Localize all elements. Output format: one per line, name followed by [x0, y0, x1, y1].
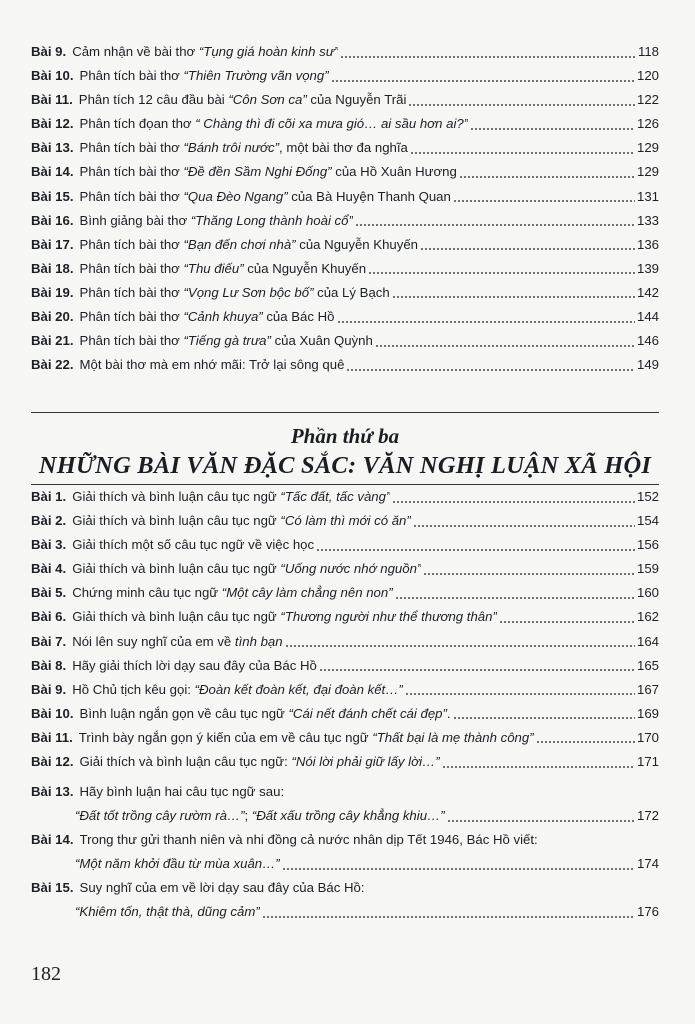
dot-leader [392, 491, 635, 504]
lesson-text: Giải thích và bình luận câu tục ngữ [72, 561, 281, 577]
page-number: 160 [636, 585, 659, 601]
lesson-number: Bài 22. [31, 357, 74, 373]
page-number: 120 [636, 68, 659, 84]
toc-entry[interactable] [31, 257, 659, 281]
lesson-title [72, 658, 317, 674]
lesson-text: Giải thích và bình luận câu tục ngữ: [79, 754, 292, 770]
quoted-title: tình bạn [234, 633, 283, 649]
quoted-title: “Khiêm tốn, thật thà, dũng cảm” [75, 904, 260, 919]
quoted-title: “Một năm khởi đầu từ mùa xuân…” [75, 856, 280, 871]
lesson-title [80, 706, 451, 722]
lesson-title [72, 513, 411, 529]
dot-leader [536, 731, 635, 744]
dot-leader [395, 587, 635, 600]
lesson-text: Phân tích bài thơ [79, 188, 184, 204]
lesson-number: Bài 9. [31, 44, 67, 59]
quoted-title: “Đất tốt trồng cây rườm rà…” [75, 808, 245, 823]
lesson-text: Phân tích bài thơ [79, 284, 184, 300]
lesson-text: Phân tích bài thơ [79, 309, 184, 325]
lesson-title [79, 730, 534, 746]
toc-entry[interactable] [31, 581, 659, 605]
toc-entry[interactable] [31, 112, 659, 136]
lesson-number: Bài 2. [31, 513, 67, 529]
dot-leader [408, 94, 635, 107]
quoted-title: “Uống nước nhớ nguồn” [280, 561, 422, 577]
page-number: 171 [636, 754, 659, 770]
dot-leader [442, 756, 635, 769]
page-number: 172 [636, 808, 659, 823]
lesson-number: Bài 1. [31, 489, 67, 504]
lesson-title [80, 140, 408, 156]
dot-leader [375, 335, 635, 348]
lesson-title [79, 92, 407, 108]
lesson-title [80, 333, 373, 349]
lesson-text: Hãy giải thích lời dạy sau đây của Bác Hồ [72, 657, 317, 673]
toc-entry[interactable] [31, 40, 659, 64]
quoted-title: “Qua Đèo Ngang” [183, 188, 288, 204]
lesson-text: Một bài thơ mà em nhớ mãi: Trở lại sông quê [79, 357, 345, 373]
dot-leader [499, 611, 635, 624]
page-number: 133 [636, 212, 659, 228]
lesson-text: , một bài thơ đa nghĩa [279, 140, 408, 156]
toc-entry[interactable] [31, 828, 659, 876]
quoted-title: “Tấc đất, tấc vàng” [280, 489, 391, 504]
page-number: 152 [636, 489, 659, 504]
lesson-text: Phân tích bài thơ [79, 260, 184, 276]
toc-section-social-essays [31, 485, 659, 774]
toc-entry[interactable] [31, 726, 659, 750]
lesson-number: Bài 15. [31, 188, 74, 204]
dot-leader [413, 515, 635, 528]
lesson-text: Trình bày ngắn gọn ý kiến của em về câu tục ngữ [78, 729, 373, 745]
page-number: 122 [636, 92, 659, 108]
dot-leader [337, 311, 635, 324]
toc-entry[interactable] [31, 780, 659, 828]
lesson-number: Bài 13. [31, 784, 74, 799]
quoted-title: “Thiên Trường vãn vọng” [183, 68, 329, 84]
dot-leader [262, 906, 635, 919]
dot-leader [410, 142, 635, 155]
dot-leader [423, 563, 635, 576]
lesson-number: Bài 15. [31, 880, 74, 895]
toc-entry[interactable] [31, 353, 659, 377]
lesson-text: . [446, 705, 451, 721]
lesson-text: Phân tích bài thơ [79, 236, 184, 252]
lesson-text: Giải thích và bình luận câu tục ngữ [72, 609, 281, 625]
lesson-text: Chứng minh câu tục ngữ [72, 585, 222, 601]
lesson-title [72, 609, 497, 625]
dot-leader [355, 214, 635, 227]
separator-text: ; [244, 808, 252, 823]
lesson-title [80, 754, 440, 770]
quoted-title: “ Chàng thì đi cõi xa mưa gió… ai sầu hơn ai?” [195, 116, 469, 132]
dot-leader [459, 166, 635, 179]
page-number: 154 [636, 513, 659, 529]
lesson-number: Bài 16. [31, 212, 74, 228]
lesson-title [72, 585, 392, 601]
lesson-number: Bài 12. [31, 754, 74, 770]
dot-leader [316, 539, 635, 552]
lesson-number: Bài 14. [31, 832, 74, 847]
lesson-title [80, 68, 329, 84]
page-number: 136 [636, 236, 659, 252]
page-number: 144 [636, 309, 659, 325]
quoted-title: “Bánh trôi nước” [183, 140, 279, 156]
dot-leader [319, 659, 635, 672]
page-number: 142 [636, 284, 659, 300]
lesson-title [72, 561, 421, 577]
toc-entry[interactable] [31, 209, 659, 233]
lesson-number: Bài 4. [31, 561, 67, 577]
toc-entry[interactable] [31, 329, 659, 353]
dot-leader [405, 683, 635, 696]
page-number: 174 [636, 856, 659, 871]
toc-entry[interactable] [31, 702, 659, 726]
lesson-number: Bài 9. [31, 681, 67, 697]
lesson-number: Bài 20. [31, 309, 74, 325]
lesson-title [80, 357, 345, 373]
dot-leader [340, 46, 635, 59]
page-number: 139 [636, 260, 659, 276]
quoted-title: “Vọng Lư Sơn bộc bố” [183, 284, 314, 300]
dot-leader [453, 190, 635, 203]
toc-section-multiline [31, 780, 659, 924]
dot-leader [282, 858, 635, 871]
toc-entry[interactable] [31, 88, 659, 112]
toc-section-poetry [31, 40, 659, 377]
quoted-title: “Tụng giá hoàn kinh sư” [198, 44, 339, 59]
lesson-text: Phân tích bài thơ [79, 68, 184, 84]
page-number: 129 [636, 164, 659, 180]
lesson-number: Bài 19. [31, 284, 74, 300]
page-number: 167 [636, 681, 659, 697]
page-folio: 182 [31, 963, 61, 985]
quoted-title: “Thương người như thể thương thân” [280, 609, 497, 625]
lesson-number: Bài 18. [31, 260, 74, 276]
lesson-text: Giải thích và bình luận câu tục ngữ [72, 489, 281, 504]
dot-leader [368, 262, 635, 275]
toc-entry[interactable] [31, 136, 659, 160]
lesson-text: Giải thích và bình luận câu tục ngữ [72, 513, 281, 529]
quoted-title: “Thăng Long thành hoài cổ” [190, 212, 353, 228]
toc-entry[interactable] [31, 485, 659, 509]
page-number: 176 [636, 904, 659, 919]
lesson-text: Cảm nhận về bài thơ [72, 44, 199, 59]
page-number: 129 [636, 140, 659, 156]
toc-entry[interactable] [31, 533, 659, 557]
lesson-title [72, 44, 338, 60]
page-number: 118 [637, 44, 659, 59]
lesson-title: Hãy bình luận hai câu tục ngữ sau: [79, 784, 285, 799]
page-number: 169 [636, 705, 659, 721]
toc-entry[interactable] [31, 305, 659, 329]
lesson-title [80, 309, 335, 325]
lesson-number: Bài 5. [31, 585, 67, 601]
part-title: NHỮNG BÀI VĂN ĐẶC SẮC: VĂN NGHỊ LUẬN XÃ HỘI [38, 452, 652, 479]
toc-entry[interactable] [31, 876, 659, 924]
lesson-text: Bình luận ngắn gọn về câu tục ngữ [79, 705, 289, 721]
lesson-number: Bài 11. [31, 92, 73, 108]
lesson-title [80, 285, 390, 301]
quoted-title: “Bạn đến chơi nhà” [183, 236, 296, 252]
quoted-title: “Côn Sơn ca” [228, 92, 307, 108]
lesson-title [80, 261, 367, 277]
lesson-text: Phân tích bài thơ [79, 140, 184, 156]
lesson-text: Giải thích một số câu tục ngữ về việc học [72, 537, 315, 553]
lesson-title-continued [75, 808, 445, 824]
quoted-title: “Tiếng gà trưa” [183, 333, 271, 349]
lesson-title [72, 489, 390, 505]
lesson-text: của Lý Bạch [313, 284, 390, 300]
part-subtitle: Phần thứ ba [290, 424, 400, 448]
lesson-number: Bài 14. [31, 164, 74, 180]
lesson-number: Bài 6. [31, 609, 67, 625]
page-number: 131 [636, 188, 659, 204]
lesson-text: của Xuân Quỳnh [270, 333, 373, 349]
page-number: 162 [636, 609, 659, 625]
part-top-rule [31, 412, 659, 413]
lesson-number: Bài 8. [31, 657, 67, 673]
page-number: 156 [636, 537, 659, 553]
toc-entry[interactable] [31, 678, 659, 702]
lesson-number: Bài 7. [31, 633, 67, 649]
lesson-title [80, 116, 469, 132]
quoted-title: “Đề đền Sầm Nghi Đống” [183, 164, 332, 180]
toc-entry[interactable] [31, 185, 659, 209]
lesson-title: Trong thư gửi thanh niên và nhi đồng cả nước nhân dịp Tết 1946, Bác Hồ viết: [79, 832, 538, 847]
lesson-text: của Nguyễn Khuyến [295, 236, 419, 252]
page-number: 149 [636, 357, 659, 373]
toc-entry[interactable] [31, 509, 659, 533]
quoted-title: “Thu điếu” [183, 260, 244, 276]
dot-leader [285, 635, 635, 648]
lesson-text: của Hồ Xuân Hương [331, 164, 457, 180]
page-number: 146 [636, 333, 659, 349]
lesson-title [72, 537, 314, 553]
toc-entry[interactable] [31, 654, 659, 678]
quoted-title: “Một cây làm chẳng nên non” [221, 585, 393, 601]
toc-entry[interactable] [31, 630, 659, 654]
lesson-number: Bài 17. [31, 236, 74, 252]
lesson-title [80, 213, 353, 229]
lesson-text: của Bác Hồ [262, 309, 335, 325]
page-number: 164 [636, 633, 659, 649]
lesson-number: Bài 12. [31, 116, 74, 132]
lesson-title [72, 634, 282, 650]
toc-entry[interactable] [31, 750, 659, 774]
lesson-number: Bài 3. [31, 537, 67, 553]
lesson-text: Phân tích 12 câu đầu bài [78, 92, 229, 108]
quoted-title: “Nói lời phải giữ lấy lời…” [291, 754, 440, 770]
dot-leader [470, 118, 635, 131]
lesson-text: Phân tích đọan thơ [79, 116, 196, 132]
toc-entry[interactable] [31, 557, 659, 581]
lesson-text: của Bà Huyện Thanh Quan [287, 188, 451, 204]
lesson-text: của Nguyễn Khuyến [243, 260, 367, 276]
dot-leader [420, 238, 635, 251]
lesson-number: Bài 10. [31, 68, 74, 84]
toc-entry[interactable] [31, 64, 659, 88]
lesson-text: Bình giảng bài thơ [79, 212, 191, 228]
toc-entry[interactable] [31, 605, 659, 629]
toc-entry[interactable] [31, 281, 659, 305]
lesson-text: Phân tích bài thơ [79, 164, 184, 180]
page-number: 165 [636, 657, 659, 673]
lesson-title: Suy nghĩ của em về lời dạy sau đây của Bác Hồ: [79, 880, 365, 895]
dot-leader [392, 286, 635, 299]
page-number: 170 [636, 729, 659, 745]
toc-entry[interactable] [31, 160, 659, 184]
lesson-text: Phân tích bài thơ [79, 333, 184, 349]
lesson-title [80, 189, 451, 205]
dot-leader [453, 707, 635, 720]
page-number: 126 [636, 116, 659, 132]
lesson-title [72, 682, 403, 698]
lesson-text: Nói lên suy nghĩ của em về [72, 633, 235, 649]
lesson-number: Bài 10. [31, 705, 74, 721]
dot-leader [346, 359, 635, 372]
lesson-number: Bài 13. [31, 140, 74, 156]
lesson-number: Bài 11. [31, 729, 73, 745]
dot-leader [447, 810, 635, 823]
toc-entry[interactable] [31, 233, 659, 257]
lesson-title [80, 237, 418, 253]
lesson-text: của Nguyễn Trãi [306, 92, 407, 108]
quoted-title: “Cái nết đánh chết cái đẹp” [288, 705, 447, 721]
quoted-title: “Đoàn kết đoàn kết, đại đoàn kết…” [194, 681, 403, 697]
quoted-title: “Cảnh khuya” [183, 309, 263, 325]
lesson-title [80, 164, 457, 180]
quoted-title: “Thất bại là mẹ thành công” [372, 729, 534, 745]
quoted-title: “Có làm thì mới có ăn” [280, 513, 411, 529]
lesson-text: Hồ Chủ tịch kêu gọi: [72, 681, 195, 697]
lesson-number: Bài 21. [31, 333, 74, 349]
dot-leader [331, 70, 635, 83]
page-number: 159 [636, 561, 659, 577]
quoted-title: “Đất xấu trồng cây khẳng khiu…” [251, 808, 445, 823]
